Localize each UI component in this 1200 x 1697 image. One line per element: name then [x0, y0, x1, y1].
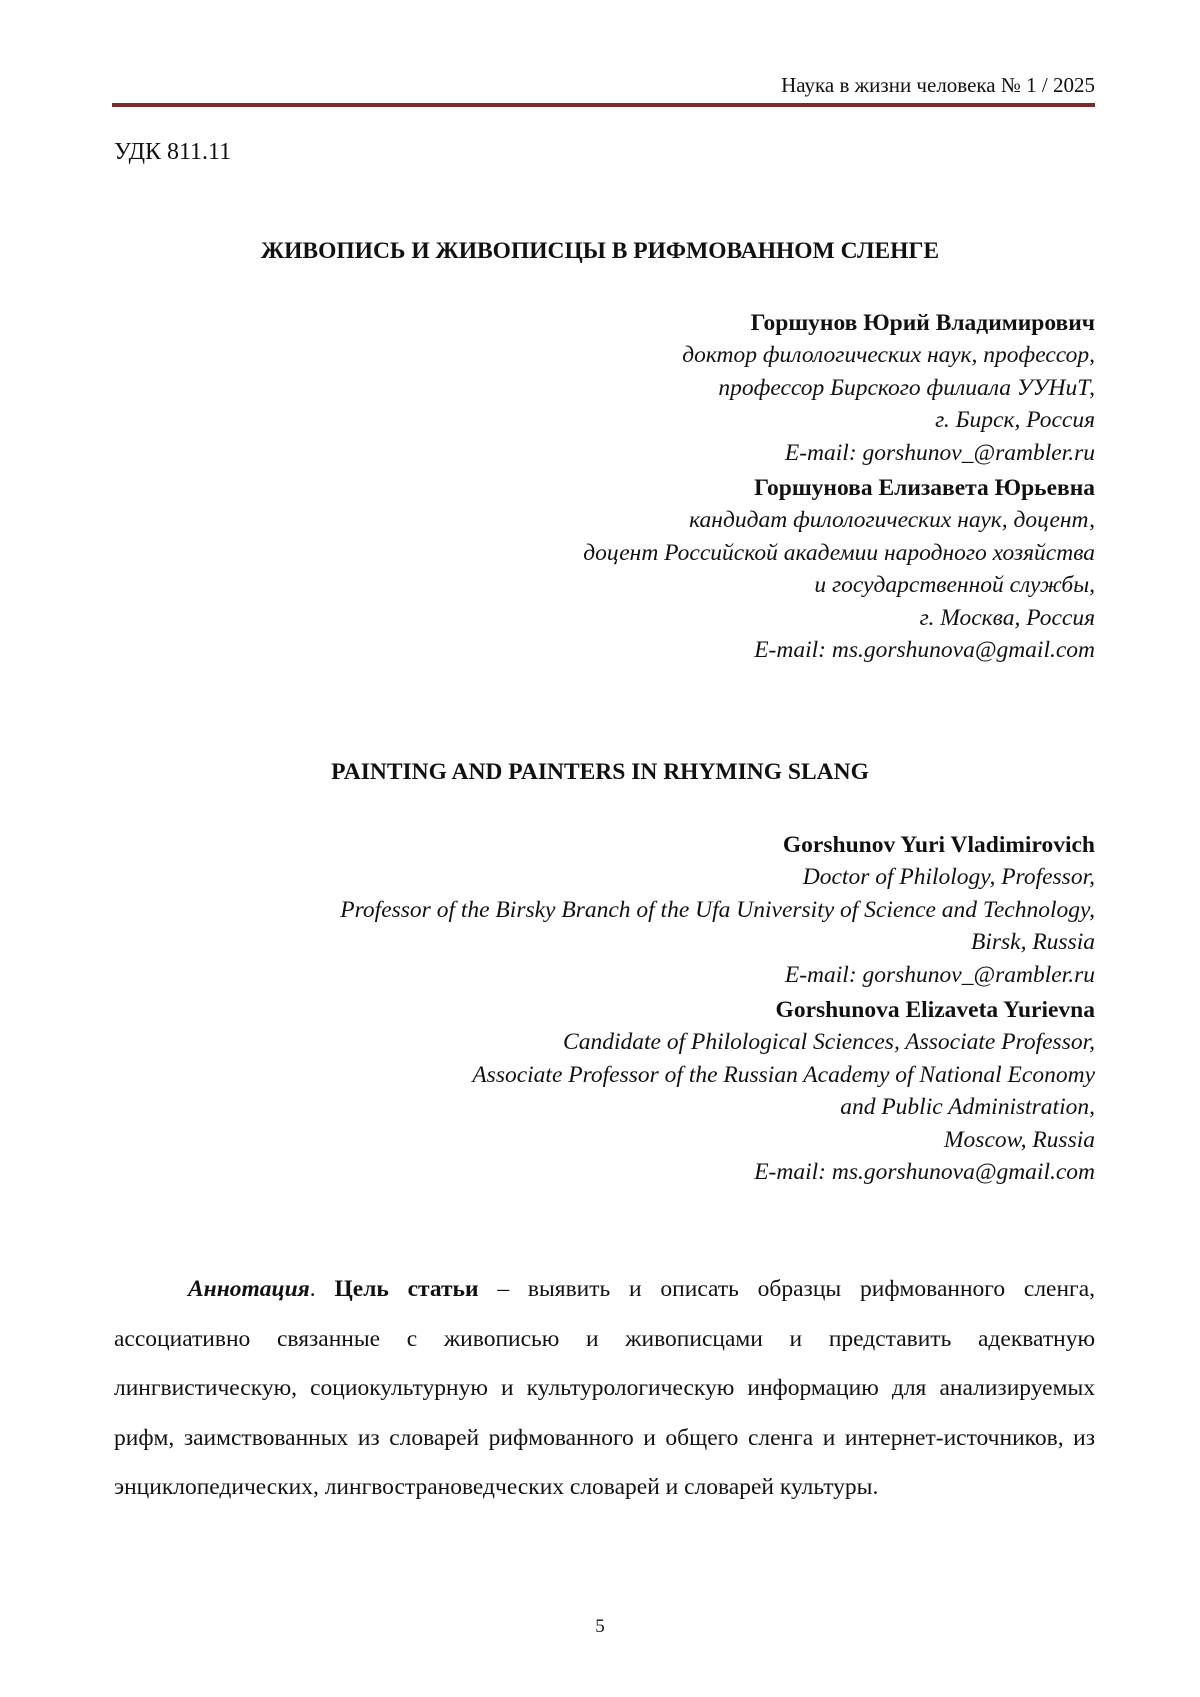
author-email: E-mail: gorshunov_@rambler.ru — [784, 439, 1095, 466]
abstract-label: Аннотация — [188, 1276, 310, 1302]
author-email: E-mail: ms.gorshunova@gmail.com — [754, 637, 1095, 664]
author-city: Moscow, Russia — [943, 1126, 1095, 1153]
author-position-cont: and Public Administration, — [840, 1094, 1095, 1121]
author-degree: кандидат филологических наук, доцент, — [689, 507, 1095, 534]
author-block-en-1 — [340, 829, 1095, 991]
author-name: Gorshunov Yuri Vladimirovich — [782, 832, 1095, 858]
title-en: PAINTING AND PAINTERS IN RHYMING SLANG — [331, 759, 869, 785]
author-block-ru-2 — [583, 472, 1095, 666]
author-city: г. Москва, Россия — [919, 604, 1095, 631]
author-block-ru-1 — [682, 307, 1095, 469]
author-name: Горшунова Елизавета Юрьевна — [754, 475, 1095, 501]
author-city: Birsk, Russia — [970, 929, 1095, 956]
author-position: Professor of the Birsky Branch of the Ufa University of Science and Technology, — [340, 896, 1095, 923]
header-rule — [112, 103, 1095, 107]
running-head: Наука в жизни человека № 1 / 2025 — [781, 73, 1095, 97]
author-name: Gorshunova Elizaveta Yurievna — [775, 997, 1095, 1023]
author-position: профессор Бирского филиала УУНиТ, — [718, 374, 1095, 401]
udc-code: УДК 811.11 — [114, 139, 232, 165]
author-position: Associate Professor of the Russian Academy of National Economy — [472, 1061, 1095, 1088]
abstract-goal-label: Цель статьи — [334, 1276, 479, 1302]
author-degree: Doctor of Philology, Professor, — [802, 864, 1095, 891]
author-position-cont: и государственной службы, — [814, 572, 1095, 599]
author-degree: Candidate of Philological Sciences, Associate Professor, — [563, 1029, 1095, 1056]
author-city: г. Бирск, Россия — [935, 407, 1095, 434]
title-ru: ЖИВОПИСЬ И ЖИВОПИСЦЫ В РИФМОВАННОМ СЛЕНГЕ — [260, 238, 940, 264]
author-degree: доктор филологических наук, профессор, — [682, 342, 1095, 369]
author-block-en-2 — [472, 994, 1095, 1188]
abstract-text: – выявить и описать образцы рифмованного сленга, ассоциативно связанные с живописью и живописцами и представить адекватную лингвистическую, социокультурную и культурологическую информацию для анализируемых рифм, заимствованных из словарей рифмованного и общего сленга и интернет-источников, из энциклопедических, лингвострановедческих словарей и словарей культуры. — [114, 1276, 1096, 1501]
abstract-paragraph — [114, 1265, 1095, 1513]
author-name: Горшунов Юрий Владимирович — [750, 310, 1095, 336]
author-email: E-mail: ms.gorshunova@gmail.com — [754, 1159, 1095, 1186]
author-email: E-mail: gorshunov_@rambler.ru — [784, 961, 1095, 988]
author-position: доцент Российской академии народного хозяйства — [583, 539, 1095, 566]
abstract-label-punct: . — [309, 1276, 335, 1302]
page-number: 5 — [595, 1616, 605, 1637]
